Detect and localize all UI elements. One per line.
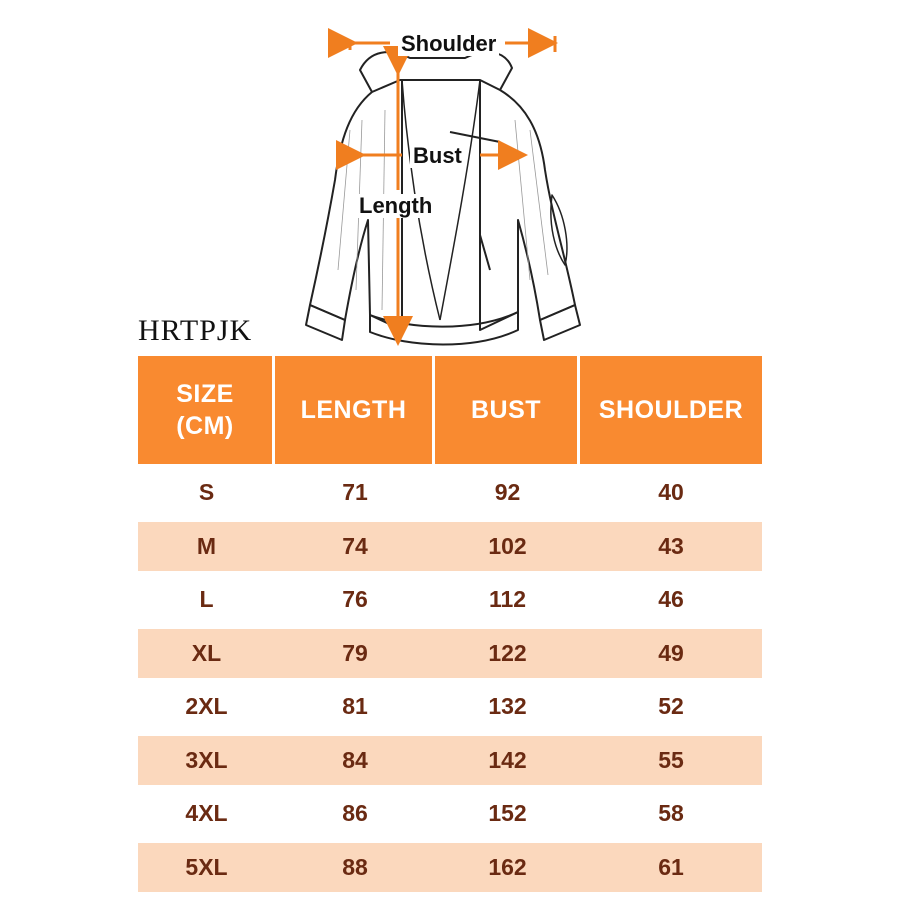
table-row (138, 682, 762, 731)
length-cell: 71 (342, 479, 368, 505)
size-cell: 2XL (185, 693, 228, 719)
size-cell: L (199, 586, 214, 612)
size-cell: S (198, 479, 215, 505)
size-cell: 4XL (185, 800, 228, 826)
size-chart-table (138, 356, 762, 896)
shoulder-cell: 61 (658, 853, 684, 880)
length-cell: 76 (342, 586, 368, 612)
bust-cell: 132 (488, 693, 527, 719)
shoulder-cell: 46 (658, 586, 684, 612)
table-row (138, 629, 762, 678)
length-cell: 79 (342, 639, 368, 666)
length-cell: 81 (342, 693, 368, 719)
length-cell: 86 (342, 800, 368, 826)
bust-label: Bust (410, 144, 465, 168)
bust-cell: 162 (488, 853, 527, 880)
shoulder-cell: 49 (658, 639, 684, 666)
brand-name: HRTPJK (138, 314, 253, 347)
bust-cell: 102 (488, 532, 527, 559)
table-body (138, 468, 762, 892)
length-cell: 84 (342, 746, 368, 773)
jacket-illustration (290, 20, 610, 360)
size-cell: XL (191, 639, 222, 666)
header-shoulder: SHOULDER (580, 356, 762, 464)
table-row (138, 789, 762, 838)
table-header-row (138, 356, 762, 464)
bust-cell: 152 (488, 800, 527, 826)
header-size: SIZE (CM) (138, 356, 275, 464)
length-label: Length (356, 194, 435, 218)
shoulder-cell: 40 (658, 479, 684, 505)
bust-cell: 112 (488, 586, 527, 612)
shoulder-cell: 52 (658, 693, 684, 719)
bust-cell: 92 (494, 479, 521, 505)
shoulder-cell: 58 (658, 800, 684, 826)
table-row (138, 843, 762, 892)
shoulder-cell: 43 (658, 532, 684, 559)
size-cell: M (196, 532, 217, 559)
size-cell: 3XL (185, 746, 228, 773)
bust-cell: 142 (488, 746, 527, 773)
table-row (138, 522, 762, 571)
table-row (138, 468, 762, 517)
table-row (138, 575, 762, 624)
length-cell: 74 (342, 532, 368, 559)
table-row (138, 736, 762, 785)
shoulder-label: Shoulder (398, 32, 499, 56)
header-length: LENGTH (275, 356, 435, 464)
shoulder-cell: 55 (658, 746, 684, 773)
length-cell: 88 (342, 853, 368, 880)
header-bust: BUST (435, 356, 580, 464)
size-cell: 5XL (185, 853, 228, 880)
bust-cell: 122 (488, 639, 527, 666)
